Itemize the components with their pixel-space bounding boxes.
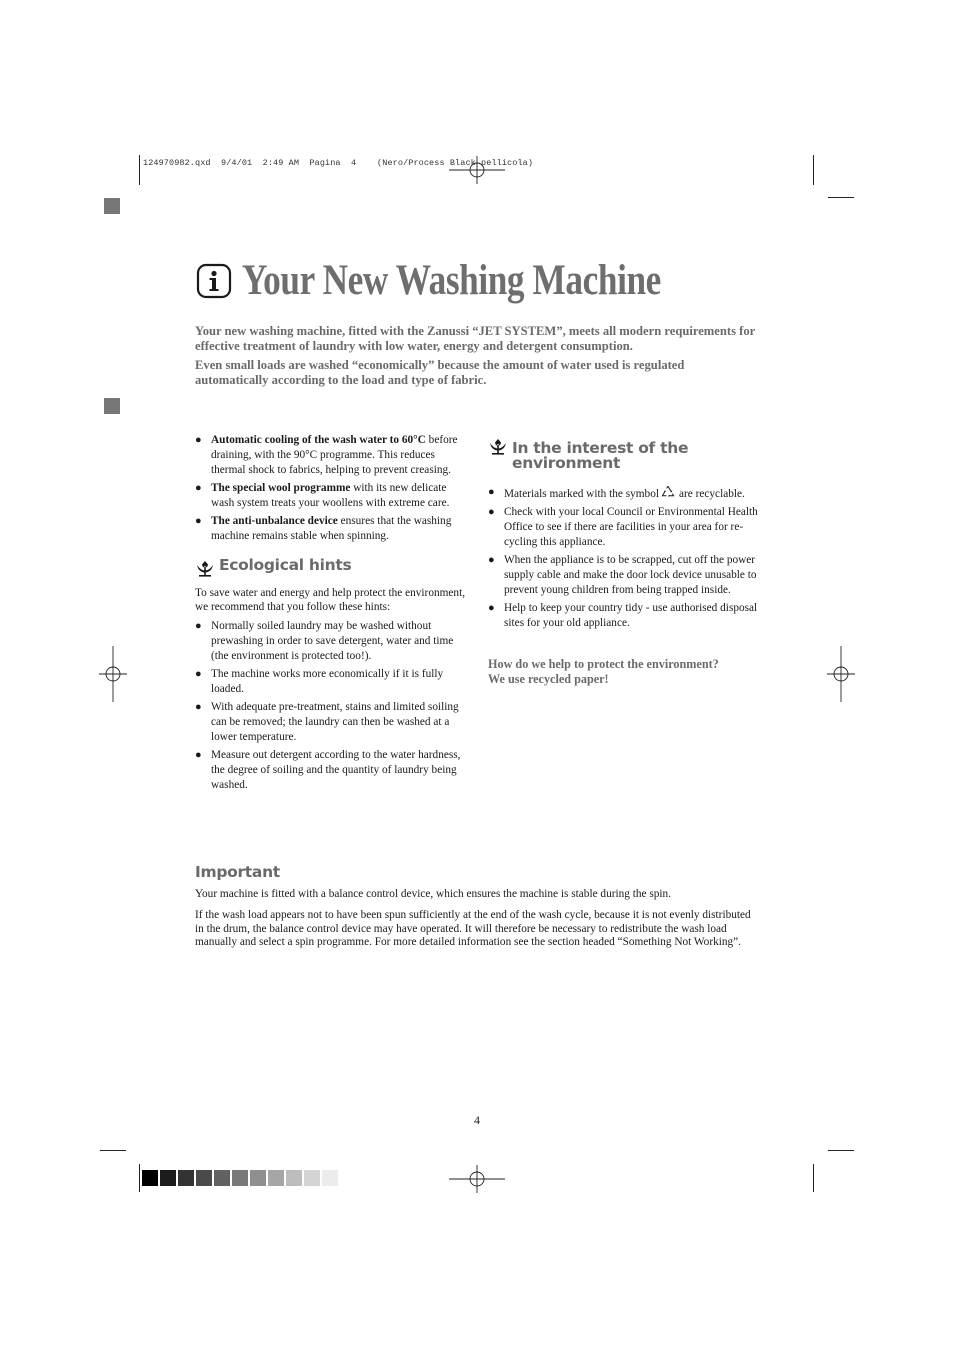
list-item [488,505,760,549]
registration-mark-right [813,646,869,702]
important-paragraph: If the wash load appears not to have been spun sufficiently at the end of the wash cycle, because it is not evenly distributed in the drum, the balance control device may have operated. It will therefore be necessary to redistribute the wash load manually and select a spin programme. For more detailed information see the section headed “Something Not Working”. [195,909,751,948]
right-column [488,436,760,687]
hint-text: Measure out detergent according to the water hardness, the degree of soiling and the quantity of laundry being washed. [211,749,461,791]
registration-mark-left [85,646,141,702]
crop-mark [139,155,140,185]
bullet-icon: ● [195,434,202,446]
item-text: Check with your local Council or Environmental Health Office to see if there are facilities in your area for re-cycling this appliance. [504,506,758,548]
item-text: Help to keep your country tidy - use authorised disposal sites for your old appliance. [504,602,758,629]
bullet-icon: ● [488,602,495,615]
note-line: How do we help to protect the environment? [488,656,719,671]
item-text: Materials marked with the symbol [504,488,659,500]
info-icon [196,263,232,299]
crop-mark [828,197,854,198]
feature-name: Automatic cooling of the wash water to 60°C [211,434,426,446]
section-title: Ecological hints [219,555,352,574]
recycle-icon [661,485,675,498]
ecological-intro: To save water and energy and help protect the environment, we recommend that you follow these hints: [195,586,466,614]
feature-name: The anti-unbalance device [211,514,338,527]
crop-mark [813,1164,814,1192]
color-swatch [304,1170,320,1186]
section-title-line: environment [512,453,621,472]
hint-text: Normally soiled laundry may be washed without prewashing in order to save detergent, water and time (the environment is protected too!). [211,620,454,662]
list-item [195,748,467,792]
list-item [195,619,467,663]
color-swatch [322,1170,338,1186]
feature-text: with its new delicate wash system treats your woollens with extreme care. [211,481,450,509]
hint-text: The machine works more economically if it is fully loaded. [211,668,444,695]
list-item [488,485,760,502]
item-text: are recyclable. [679,488,745,500]
color-swatch [160,1170,176,1186]
page-title: Your New Washing Machine [242,257,661,304]
crop-mark [828,1150,854,1151]
list-item [195,433,467,477]
page-header [196,256,753,305]
list-item [488,553,760,597]
flower-leaf-icon [195,558,215,578]
environment-heading [488,436,760,470]
item-text: When the appliance is to be scrapped, cut off the power supply cable and make the door lock device unusable to prevent young children from being trapped inside. [504,554,757,596]
color-swatch [178,1170,194,1186]
note-line: We use recycled paper! [488,671,609,686]
page-number: 4 [474,1113,480,1127]
registration-mark-bottom [449,1151,505,1207]
important-section [195,863,760,958]
feature-name: The special wool programme [211,481,351,494]
color-swatch [268,1170,284,1186]
section-title: Important [195,863,280,881]
list-item [195,481,467,511]
ecological-hints-list [195,619,467,792]
list-item [195,667,467,697]
margin-tab-marker [104,398,120,414]
bullet-icon: ● [195,668,202,681]
bullet-icon: ● [488,506,495,519]
color-swatch [250,1170,266,1186]
color-swatch [232,1170,248,1186]
bullet-icon: ● [488,486,495,498]
list-item [195,514,467,544]
feature-text: before draining, with the 90°C programme. This reduces thermal shock to fabrics, helping to prevent creasing. [211,434,458,476]
bullet-icon: ● [488,554,495,567]
margin-tab-marker [104,198,120,214]
intro-paragraph: Even small loads are washed “economically” because the amount of water used is regulated automatically according to the load and type of fabric. [195,358,685,387]
registration-mark-top [449,142,505,198]
intro-text [195,324,755,392]
ecological-heading [195,555,467,578]
section-title [512,436,688,470]
section-title-line: In the interest of the [512,439,689,457]
bullet-icon: ● [195,620,202,633]
feature-text: ensures that the washing machine remains stable when spinning. [211,514,452,542]
color-swatch [196,1170,212,1186]
print-color-bar [142,1170,338,1186]
flower-leaf-icon [488,436,508,456]
list-item [195,700,467,744]
bullet-icon: ● [195,701,202,714]
crop-mark [813,155,814,185]
environment-list [488,485,760,631]
bullet-icon: ● [195,749,202,762]
recycled-paper-note [488,657,760,687]
crop-mark [139,1164,140,1192]
important-paragraph: Your machine is fitted with a balance control device, which ensures the machine is stable during the spin. [195,887,672,900]
print-slug: 124970982.qxd 9/4/01 2:49 AM Pagina 4 (Nero/Process Black pellicola) [143,158,534,168]
color-swatch [142,1170,158,1186]
crop-mark [100,1150,126,1151]
intro-paragraph: Your new washing machine, fitted with the Zanussi “JET SYSTEM”, meets all modern requirements for effective treatment of laundry with low water, energy and detergent consumption. [195,324,755,353]
color-swatch [286,1170,302,1186]
bullet-icon: ● [195,514,202,527]
hint-text: With adequate pre-treatment, stains and limited soiling can be removed; the laundry can then be washed at a lower temperature. [211,701,459,743]
color-swatch [214,1170,230,1186]
list-item [488,601,760,631]
left-column [195,433,467,796]
features-list [195,433,467,544]
bullet-icon: ● [195,481,202,494]
